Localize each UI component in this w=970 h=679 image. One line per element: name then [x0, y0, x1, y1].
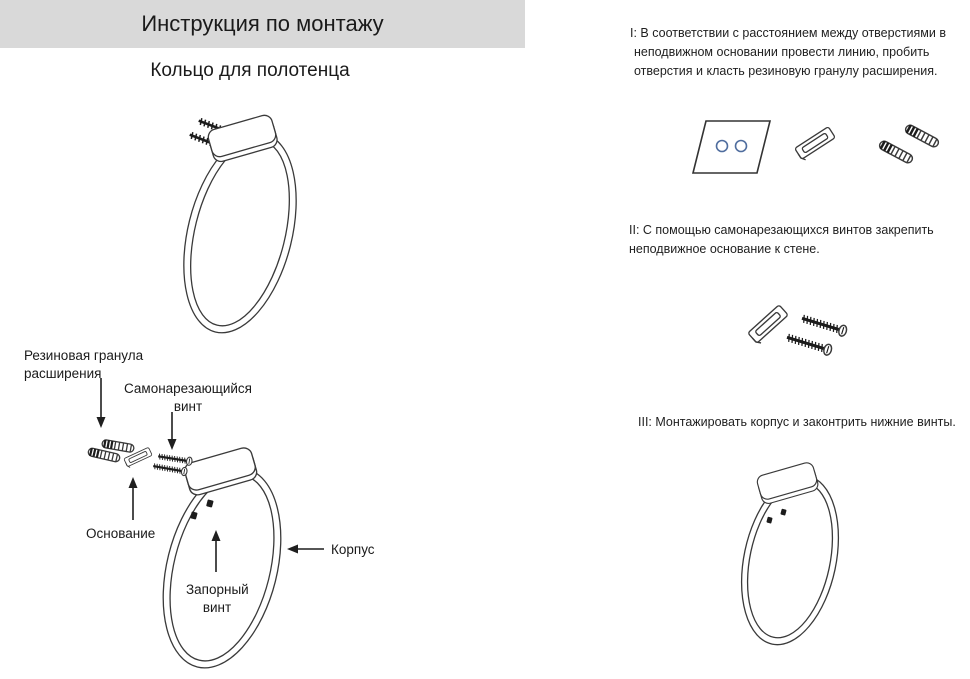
wall-anchor-drawing: [904, 124, 940, 149]
label-base: Основание: [86, 526, 156, 541]
step-1-line: отверстия и класть резиновую гранулу расширения.: [634, 64, 938, 78]
screw-drawing: [158, 452, 193, 465]
arrow-self-tapping-screw: [168, 412, 177, 450]
step-1-text: [630, 24, 946, 81]
label-locking-screw: Запорный винт: [186, 582, 249, 615]
screw-drawing: [785, 332, 832, 356]
wall-anchor-drawing: [878, 140, 914, 165]
step-2-line: неподвижное основание к стене.: [629, 242, 820, 256]
step-2-text: [629, 221, 934, 259]
arrow-base: [129, 477, 138, 520]
step-2-line: II: С помощью самонарезающихся винтов закрепить: [629, 223, 934, 237]
arrow-body: [287, 545, 324, 554]
wall-panel-drawing: [693, 121, 770, 173]
base-plate-drawing: [795, 127, 837, 162]
step-1-line: I: В соответствии с расстоянием между отверстиями в: [630, 26, 946, 40]
step-3-illustration: [728, 450, 923, 665]
step-3-text: [638, 413, 956, 432]
step-3-line: III: Монтажировать корпус и законтрить нижние винты.: [638, 415, 956, 429]
step-1-illustration: [680, 105, 955, 195]
label-body: Корпус: [331, 542, 375, 557]
label-self-tapping-screw: Самонарезающийся винт: [124, 381, 252, 414]
step-2-illustration: [735, 292, 870, 387]
arrow-rubber-granule: [97, 378, 106, 428]
product-subtitle: Кольцо для полотенца: [150, 60, 350, 81]
towel-ring-illustration: [148, 95, 363, 355]
header-bar: [0, 0, 525, 48]
screw-drawing: [153, 462, 188, 476]
step-1-line: неподвижном основании провести линию, пробить: [634, 45, 930, 59]
label-rubber-granule: Резиновая гранула расширения: [24, 348, 144, 381]
base-plate-drawing: [748, 305, 790, 345]
page-title: Инструкция по монтажу: [141, 11, 384, 36]
wall-anchor-drawing: [102, 439, 135, 452]
screw-drawing: [800, 313, 847, 337]
